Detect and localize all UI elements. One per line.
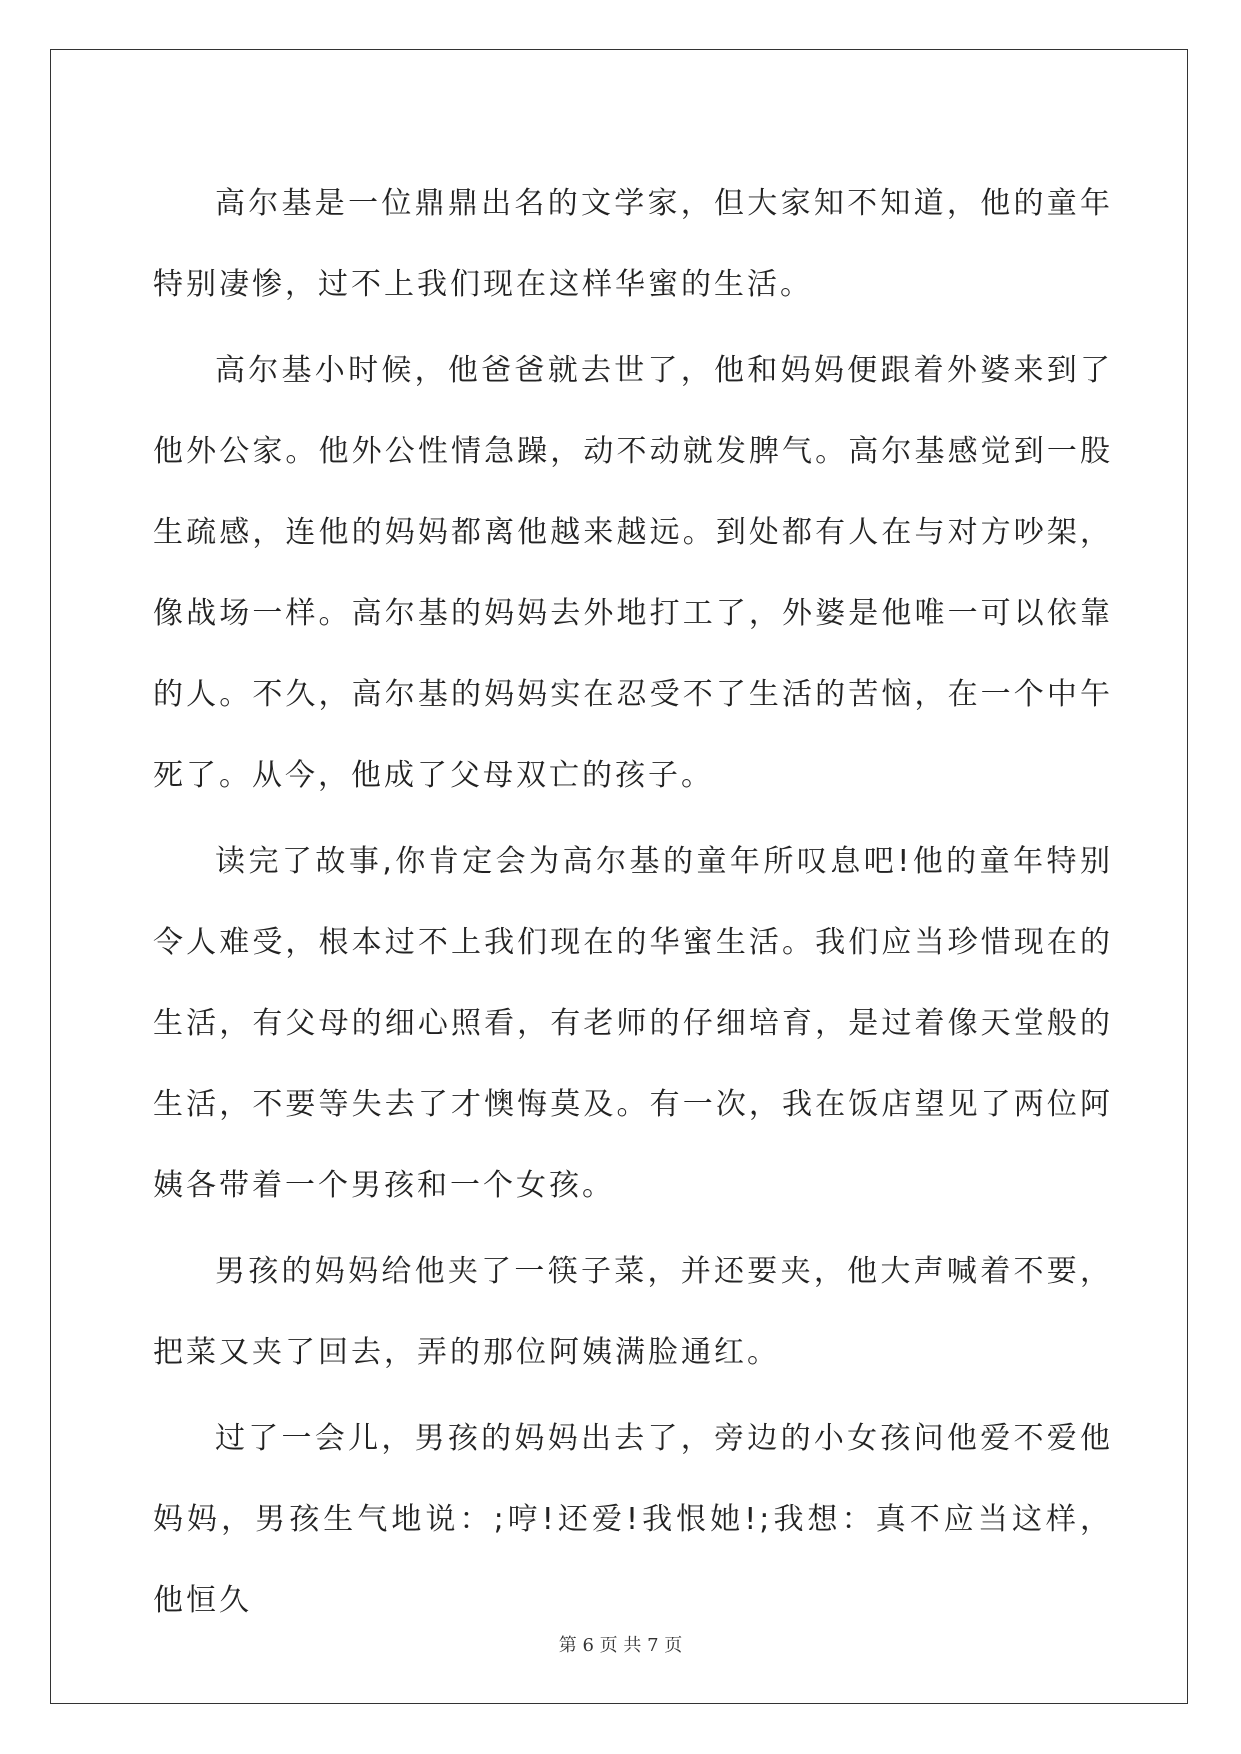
page-number-footer: 第 6 页 共 7 页 — [558, 1635, 683, 1656]
paragraph-3: 读完了故事,你肯定会为高尔基的童年所叹息吧!他的童年特别令人难受，根本过不上我们现在的华蜜生活。我们应当珍惜现在的生活，有父母的细心照看，有老师的仔细培育，是过着像天堂般的生活，不要等失去了才懊悔莫及。有一次，我在饭店望见了两位阿姨各带着一个男孩和一个女孩。 — [153, 844, 1113, 1203]
paragraph-5: 过了一会儿，男孩的妈妈出去了，旁边的小女孩问他爱不爱他妈妈，男孩生气地说：;哼!还爱!我恨她!;我想：真不应当这样，他恒久 — [153, 1421, 1113, 1618]
document-body — [153, 163, 1113, 1646]
paragraph-1: 高尔基是一位鼎鼎出名的文学家，但大家知不知道，他的童年特别凄惨，过不上我们现在这样华蜜的生活。 — [153, 186, 1113, 302]
paragraph-2: 高尔基小时候，他爸爸就去世了，他和妈妈便跟着外婆来到了他外公家。他外公性情急躁，动不动就发脾气。高尔基感觉到一股生疏感，连他的妈妈都离他越来越远。到处都有人在与对方吵架，像战场一样。高尔基的妈妈去外地打工了，外婆是他唯一可以依靠的人。不久，高尔基的妈妈实在忍受不了生活的苦恼，在一个中午死了。从今，他成了父母双亡的孩子。 — [153, 353, 1113, 793]
paragraph-4: 男孩的妈妈给他夹了一筷子菜，并还要夹，他大声喊着不要，把菜又夹了回去，弄的那位阿姨满脸通红。 — [153, 1254, 1113, 1370]
